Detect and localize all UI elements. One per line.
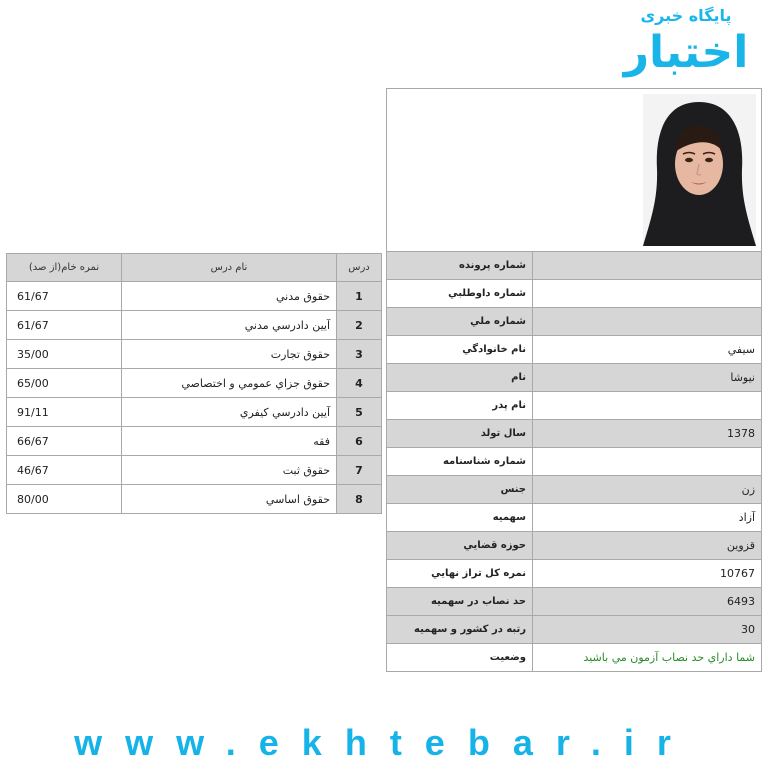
course-name: حقوق جزاي عمومي و اختصاصي <box>122 369 337 398</box>
info-label: نام <box>387 364 533 392</box>
info-value <box>533 392 762 420</box>
info-value: 10767 <box>533 560 762 588</box>
course-score: 61/67 <box>7 311 122 340</box>
portrait-image <box>643 94 756 246</box>
table-row <box>7 369 382 398</box>
info-label: حد نصاب در سهميه <box>387 588 533 616</box>
footer-url: www.ekhtebar.ir <box>74 722 694 763</box>
course-index: 7 <box>337 456 382 485</box>
table-row <box>7 282 382 311</box>
course-name: آيين دادرسي كيفري <box>122 398 337 427</box>
candidate-info-table <box>386 88 762 672</box>
info-label: جنس <box>387 476 533 504</box>
course-score: 80/00 <box>7 485 122 514</box>
info-value: قزوين <box>533 532 762 560</box>
info-value: زن <box>533 476 762 504</box>
course-score: 61/67 <box>7 282 122 311</box>
info-label: سهميه <box>387 504 533 532</box>
course-index: 1 <box>337 282 382 311</box>
info-value <box>533 308 762 336</box>
course-score: 46/67 <box>7 456 122 485</box>
header-raw-score: نمره خام(از صد) <box>7 254 122 282</box>
course-name: حقوق مدني <box>122 282 337 311</box>
grades-header-row <box>7 254 382 282</box>
info-value: 1378 <box>533 420 762 448</box>
info-row <box>387 644 762 672</box>
info-value <box>533 252 762 280</box>
info-row <box>387 504 762 532</box>
info-label: وضعيت <box>387 644 533 672</box>
course-index: 5 <box>337 398 382 427</box>
info-label: نام خانوادگي <box>387 336 533 364</box>
logo-tagline: پایگاه خبری <box>640 6 732 25</box>
info-label: رتبه در كشور و سهميه <box>387 616 533 644</box>
course-index: 8 <box>337 485 382 514</box>
info-row <box>387 364 762 392</box>
table-row <box>7 398 382 427</box>
info-label: سال تولد <box>387 420 533 448</box>
info-value: آزاد <box>533 504 762 532</box>
info-row <box>387 448 762 476</box>
photo-row <box>387 89 762 252</box>
course-score: 65/00 <box>7 369 122 398</box>
course-index: 4 <box>337 369 382 398</box>
info-row <box>387 588 762 616</box>
course-score: 35/00 <box>7 340 122 369</box>
info-value: سيفي <box>533 336 762 364</box>
header-course-name: نام درس <box>122 254 337 282</box>
table-row <box>7 311 382 340</box>
info-label: نام پدر <box>387 392 533 420</box>
candidate-photo <box>643 94 756 246</box>
course-name: حقوق اساسي <box>122 485 337 514</box>
info-row <box>387 336 762 364</box>
info-row <box>387 308 762 336</box>
info-label: شماره شناسنامه <box>387 448 533 476</box>
table-row <box>7 340 382 369</box>
table-row <box>7 427 382 456</box>
course-score: 91/11 <box>7 398 122 427</box>
course-score: 66/67 <box>7 427 122 456</box>
info-value <box>533 448 762 476</box>
status-text: شما داراي حد نصاب آزمون مي باشيد <box>533 644 762 672</box>
info-label: شماره داوطلبي <box>387 280 533 308</box>
photo-cell <box>387 89 762 252</box>
course-name: حقوق ثبت <box>122 456 337 485</box>
course-name: حقوق تجارت <box>122 340 337 369</box>
site-logo <box>612 6 760 98</box>
info-row <box>387 532 762 560</box>
info-label: حوزه قضايي <box>387 532 533 560</box>
info-row <box>387 392 762 420</box>
info-row <box>387 252 762 280</box>
course-index: 3 <box>337 340 382 369</box>
info-value: 30 <box>533 616 762 644</box>
info-label: شماره ملي <box>387 308 533 336</box>
info-row <box>387 616 762 644</box>
info-row <box>387 560 762 588</box>
header-course-number: درس <box>337 254 382 282</box>
info-label: نمره كل تراز نهايي <box>387 560 533 588</box>
course-name: فقه <box>122 427 337 456</box>
info-row <box>387 476 762 504</box>
table-row <box>7 485 382 514</box>
table-row <box>7 456 382 485</box>
course-index: 2 <box>337 311 382 340</box>
info-value <box>533 280 762 308</box>
info-label: شماره پرونده <box>387 252 533 280</box>
info-value: 6493 <box>533 588 762 616</box>
grades-table <box>6 253 382 514</box>
logo-wordmark: اختبار <box>623 27 749 78</box>
course-index: 6 <box>337 427 382 456</box>
info-value: نيوشا <box>533 364 762 392</box>
info-row <box>387 280 762 308</box>
course-name: آيين دادرسي مدني <box>122 311 337 340</box>
info-row <box>387 420 762 448</box>
